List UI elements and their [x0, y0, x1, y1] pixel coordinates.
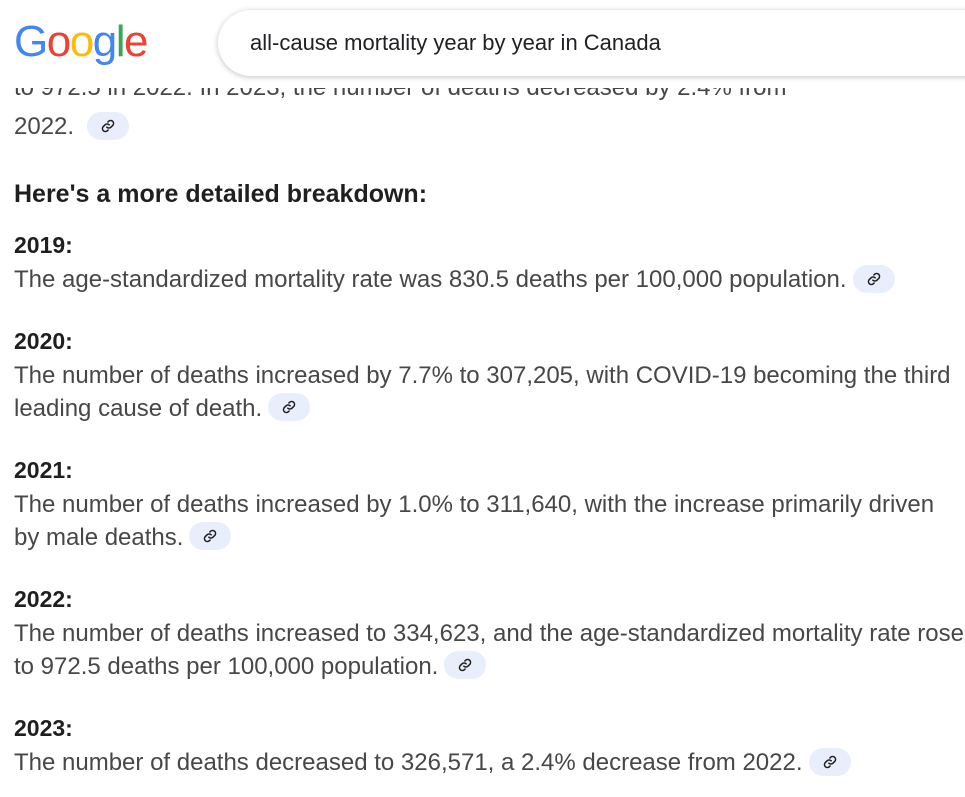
year-label: 2020: — [14, 328, 73, 354]
search-input[interactable] — [250, 10, 950, 76]
logo-letter: l — [115, 17, 124, 66]
year-label: 2022: — [14, 586, 73, 612]
logo-letter: G — [14, 17, 47, 66]
year-text — [14, 489, 964, 554]
year-text-body: The number of deaths increased by 1.0% to 311,640, with the increase primarily driven by male deaths. — [14, 491, 935, 551]
year-text — [14, 264, 964, 297]
year-text — [14, 747, 964, 780]
source-link-chip[interactable] — [87, 112, 129, 140]
intro-end-text: 2022. — [14, 113, 75, 140]
link-icon — [101, 119, 115, 133]
year-text — [14, 360, 964, 425]
breakdown-heading: Here's a more detailed breakdown: — [14, 180, 428, 208]
source-link-chip[interactable] — [444, 651, 486, 679]
year-item-2020 — [14, 326, 964, 425]
year-item-2019 — [14, 230, 964, 297]
year-text — [14, 618, 964, 683]
logo-letter: g — [92, 17, 116, 66]
source-link-chip[interactable] — [268, 393, 310, 421]
link-icon — [823, 755, 837, 769]
logo-letter: o — [46, 17, 70, 66]
year-item-2021 — [14, 455, 964, 554]
year-label: 2019: — [14, 232, 73, 258]
year-text-body: The age-standardized mortality rate was 830.5 deaths per 100,000 population. — [14, 266, 847, 293]
source-link-chip[interactable] — [189, 522, 231, 550]
year-item-2023 — [14, 713, 964, 780]
source-link-chip[interactable] — [809, 748, 851, 776]
year-text-body: The number of deaths increased to 334,623, and the age-standardized mortality rate rose to 972.5 deaths per 100,000 population. — [14, 620, 964, 680]
logo-letter: e — [123, 17, 147, 66]
year-label: 2021: — [14, 457, 73, 483]
year-item-2022 — [14, 584, 964, 683]
intro-paragraph-end — [14, 111, 129, 143]
search-box[interactable] — [218, 10, 965, 76]
link-icon — [458, 658, 472, 672]
logo-letter: o — [69, 17, 93, 66]
year-text-body: The number of deaths decreased to 326,571, a 2.4% decrease from 2022. — [14, 749, 803, 776]
link-icon — [282, 400, 296, 414]
google-logo[interactable] — [14, 17, 147, 66]
year-label: 2023: — [14, 715, 73, 741]
year-text-body: The number of deaths increased by 7.7% to 307,205, with COVID-19 becoming the third leading cause of death. — [14, 362, 951, 422]
search-header — [0, 0, 965, 88]
link-icon — [203, 529, 217, 543]
link-icon — [867, 272, 881, 286]
source-link-chip[interactable] — [853, 265, 895, 293]
